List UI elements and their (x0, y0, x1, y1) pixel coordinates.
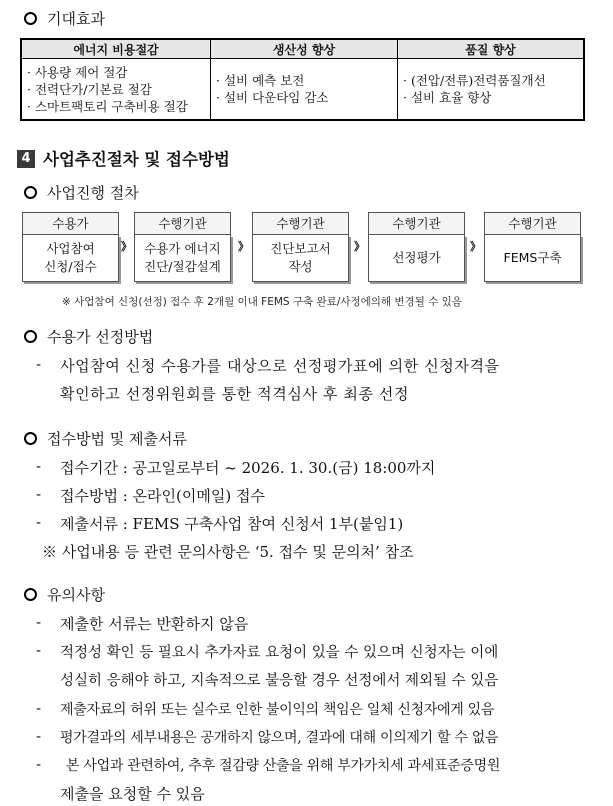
process-step: 수행기관 FEMS구축 (484, 212, 581, 282)
selection-heading: 수용가 선정방법 (24, 326, 153, 347)
dash-bullet: - (36, 755, 42, 773)
submission-note: ※ 사업내용 등 관련 문의사항은 ‘5. 접수 및 문의처’ 참조 (42, 543, 414, 561)
dash-bullet: - (36, 641, 42, 659)
procedure-note: ※ 사업참여 신청(선정) 접수 후 2개월 이내 FEMS 구축 완료/사정에의해 변경될 수 있음 (62, 296, 462, 308)
selection-text-line: 확인하고 선정위원회를 통한 적격심사 후 최종 선정 (60, 385, 410, 403)
chevron-right-icon: 》 (354, 240, 365, 253)
submission-item: 접수기간 : 공고일로부터 ~ 2026. 1. 30.(금) 18:00까지 (60, 459, 436, 477)
expected-effects-heading: 기대효과 (24, 8, 105, 29)
circle-bullet-icon (24, 330, 37, 343)
dash-bullet: - (36, 513, 42, 531)
procedure-heading: 사업진행 절차 (24, 182, 139, 203)
caution-text-line: 제출을 요청할 수 있음 (60, 785, 205, 803)
table-header: 생산성 향상 (211, 39, 398, 59)
caution-text-line: 제출자료의 허위 또는 실수로 인한 불이익의 책임은 일체 신청자에게 있음 (60, 702, 495, 718)
chevron-right-icon: 》 (470, 240, 481, 253)
caution-text-line: 성실히 응해야 하고, 지속적으로 불응할 경우 선정에서 제외될 수 있음 (60, 673, 499, 689)
selection-text-line: 사업참여 신청 수용가를 대상으로 선정평가표에 의한 신청자격을 (60, 357, 500, 375)
dash-bullet: - (36, 355, 42, 373)
table-cell: · 설비 예측 보전 · 설비 다운타임 감소 (211, 59, 398, 121)
caution-text-line: 적정성 확인 등 필요시 추가자료 요청이 있을 수 있으며 신청자는 이에 (60, 645, 499, 661)
process-step: 수행기관 수용가 에너지 진단/절감설계 (134, 212, 231, 282)
circle-bullet-icon (24, 186, 37, 199)
dash-bullet: - (36, 485, 42, 503)
caution-text-line: 본 사업과 관련하여, 추후 절감량 산출을 위해 부가가치세 과세표준증명원 (66, 758, 501, 774)
dash-bullet: - (36, 699, 42, 717)
submission-heading: 접수방법 및 제출서류 (24, 428, 187, 449)
table-header: 품질 향상 (398, 39, 585, 59)
chevron-right-icon: 》 (121, 240, 132, 253)
dash-bullet: - (36, 457, 42, 475)
section-number-badge: 4 (17, 150, 35, 168)
dash-bullet: - (36, 613, 42, 631)
expected-effects-table (20, 38, 585, 121)
table-cell: · (전압/전류)전력품질개선 · 설비 효율 향상 (398, 59, 585, 121)
circle-bullet-icon (24, 12, 37, 25)
dash-bullet: - (36, 727, 42, 745)
submission-item: 접수방법 : 온라인(이메일) 접수 (60, 487, 265, 505)
circle-bullet-icon (24, 588, 37, 601)
table-header: 에너지 비용절감 (21, 39, 211, 59)
process-step: 수행기관 진단보고서 작성 (252, 212, 349, 282)
table-cell: · 사용량 제어 절감 · 전력단가/기본료 절감 · 스마트팩토리 구축비용 절감 (21, 59, 211, 121)
section-title: 사업추진절차 및 접수방법 (43, 150, 230, 169)
caution-text-line: 평가결과의 세부내용은 공개하지 않으며, 결과에 대해 이의제기 할 수 없음 (60, 730, 499, 746)
circle-bullet-icon (24, 432, 37, 445)
process-step: 수용가 사업참여 신청/접수 (22, 212, 119, 282)
submission-item: 제출서류 : FEMS 구축사업 참여 신청서 1부(붙임1) (60, 515, 404, 533)
process-step: 수행기관 선정평가 (368, 212, 465, 282)
chevron-right-icon: 》 (238, 240, 249, 253)
caution-heading: 유의사항 (24, 584, 105, 605)
caution-text-line: 제출한 서류는 반환하지 않음 (60, 615, 249, 633)
